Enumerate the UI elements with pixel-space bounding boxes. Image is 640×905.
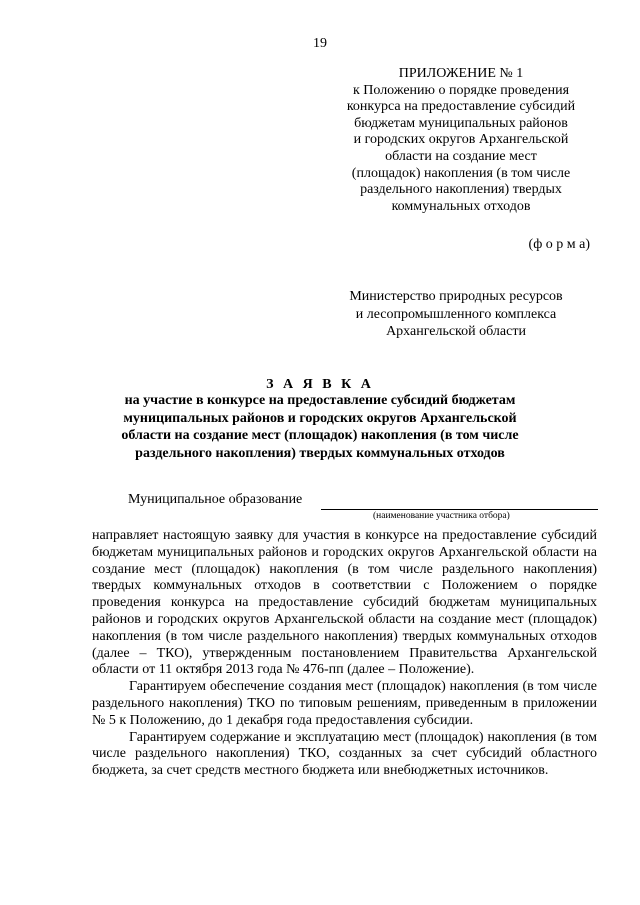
- appendix-line: бюджетам муниципальных районов: [354, 115, 568, 131]
- municipality-label: Муниципальное образование: [128, 492, 303, 507]
- subtitle-line: муниципальных районов и городских округов Архангельской: [123, 410, 517, 426]
- form-label: (ф о р м а): [528, 237, 590, 252]
- addressee-block: [300, 288, 612, 341]
- document-title: З А Я В К А: [266, 377, 374, 392]
- appendix-line: и городских округов Архангельской: [353, 132, 569, 148]
- subtitle-line: на участие в конкурсе на предоставление субсидий бюджетам: [124, 393, 516, 408]
- appendix-line: к Положению о порядке проведения: [352, 82, 570, 98]
- document-subtitle: [95, 392, 545, 462]
- appendix-line: ПРИЛОЖЕНИЕ № 1: [398, 66, 524, 81]
- subtitle-line: области на создание мест (площадок) накопления (в том числе: [121, 428, 519, 443]
- appendix-line: раздельного накопления) твердых: [360, 182, 562, 198]
- addressee-line: Министерство природных ресурсов: [349, 289, 563, 304]
- appendix-line: коммунальных отходов: [391, 198, 531, 214]
- paragraph: Гарантируем содержание и эксплуатацию мест (площадок) накопления (в том числе раздельного накопления) ТКО, созданных за счет субсидий областного бюджета, за счет средств местного бюджета или внебюджетных источников.: [92, 729, 597, 779]
- paragraph: направляет настоящую заявку для участия в конкурсе на предоставление субсидий бюджетам муниципальных районов и городских округов Архангельской области на создание мест (площадок) накопления (в том числе раздельного накопления) твердых коммунальных отходов в соответствии с Положением о порядке проведения конкурса на предоставление субсидий бюджетам муниципальных районов и городских округов Архангельской области на создание мест (площадок) накопления (в том числе раздельного накопления) твердых коммунальных отходов (далее – ТКО), утвержденным постановлением Правительства Архангельской области от 11 октября 2013 года № 476-пп (далее – Положение).: [92, 528, 597, 678]
- municipality-hint: (наименование участника отбора): [373, 511, 510, 521]
- subtitle-line: раздельного накопления) твердых коммунальных отходов: [135, 445, 505, 461]
- addressee-line: Архангельской области: [386, 324, 526, 339]
- appendix-line: конкурса на предоставление субсидий: [346, 99, 576, 115]
- addressee-line: и лесопромышленного комплекса: [355, 306, 557, 322]
- appendix-header: [318, 66, 604, 215]
- page-number: 19: [313, 36, 327, 51]
- municipality-field: [128, 492, 598, 512]
- body-text: [92, 528, 597, 780]
- municipality-blank-line: [321, 509, 598, 510]
- appendix-line: (площадок) накопления (в том числе: [351, 165, 571, 181]
- paragraph: Гарантируем обеспечение создания мест (площадок) накопления (в том числе раздельного накопления) ТКО по типовым решениям, приведенным в приложении № 5 к Положению, до 1 декабря года предоставления субсидии.: [92, 679, 597, 728]
- appendix-line: области на создание мест: [385, 148, 537, 164]
